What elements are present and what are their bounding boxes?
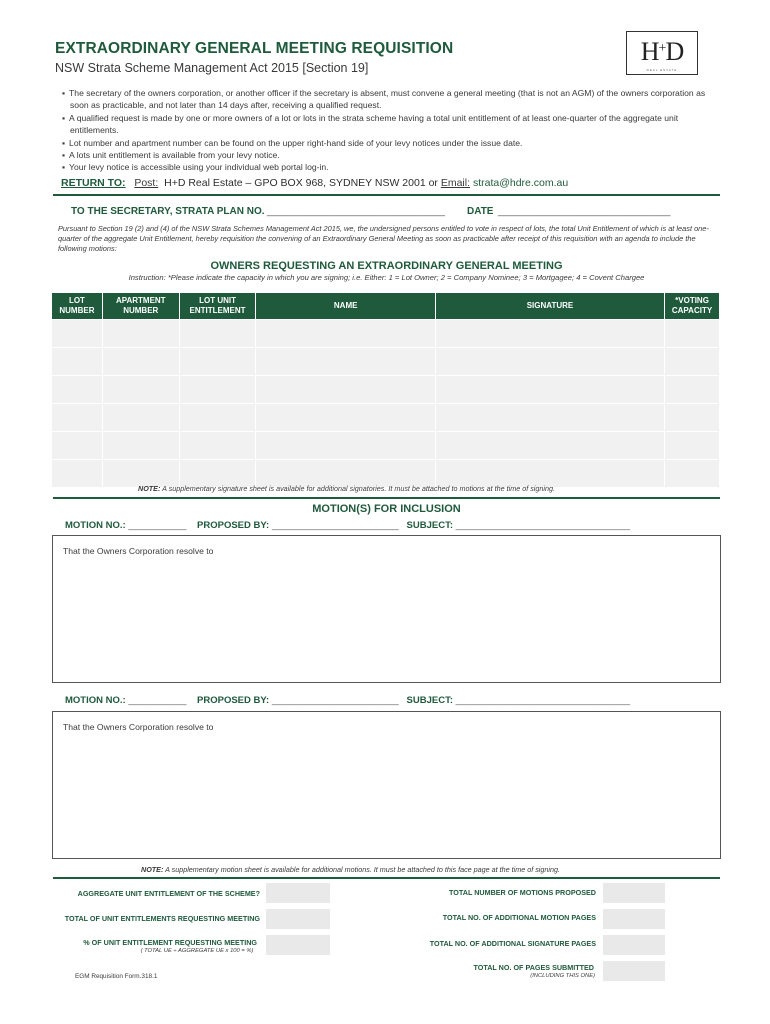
strata-plan-field[interactable]: ________________________________ <box>267 206 445 217</box>
pursuant-paragraph: Pursuant to Section 19 (2) and (4) of the NSW Strata Schemes Management Act 2015, we, the undersigned persons entitled to vote in respect of lots, the total Unit Entitlement of which is at least one-quarter of the aggregate Unit Entitlement, hereby requisition the convening of an Extraordinary General Meeting as soon as practicable after receipt of this requisition with an agenda to include the following motions: <box>58 224 709 253</box>
voting-capacity-cell[interactable] <box>665 320 719 347</box>
date-field[interactable]: _______________________________ <box>498 206 671 217</box>
secretary-label: TO THE SECRETARY, STRATA PLAN NO. <box>71 206 265 217</box>
note-label: NOTE: <box>141 865 164 874</box>
motion-no-label: MOTION NO.: <box>65 695 126 706</box>
company-logo <box>626 31 698 75</box>
lot-number-cell[interactable] <box>52 460 102 487</box>
aggregate-label: AGGREGATE UNIT ENTITLEMENT OF THE SCHEME? <box>77 889 260 898</box>
motion-1-textbox[interactable] <box>52 535 721 683</box>
name-cell[interactable] <box>256 460 434 487</box>
name-cell[interactable] <box>256 404 434 431</box>
pages-submitted-field[interactable] <box>603 961 665 981</box>
note-text: A supplementary signature sheet is available for additional signatories. It must be attached to motions at the time of signing. <box>162 484 555 493</box>
apartment-number-cell[interactable] <box>103 432 179 459</box>
proposed-by-label: PROPOSED BY: <box>197 695 270 706</box>
motion-no-label: MOTION NO.: <box>65 520 126 531</box>
return-to-label: RETURN TO: <box>61 177 126 189</box>
proposed-by-label: PROPOSED BY: <box>197 520 270 531</box>
name-cell[interactable] <box>256 320 434 347</box>
divider <box>53 877 720 879</box>
column-header: APARTMENT NUMBER <box>103 293 179 319</box>
column-header: *VOTING CAPACITY <box>665 293 719 319</box>
column-header: LOT UNIT ENTITLEMENT <box>180 293 256 319</box>
signature-cell[interactable] <box>436 460 664 487</box>
signature-cell[interactable] <box>436 320 664 347</box>
total-requesting-label: TOTAL OF UNIT ENTITLEMENTS REQUESTING MEETING <box>64 914 260 923</box>
resolve-text: That the Owners Corporation resolve to <box>63 722 214 732</box>
list-item: ▪ Lot number and apartment number can be found on the upper right-hand side of your levy notices under the issue date. <box>60 137 720 149</box>
email-link[interactable]: strata@hdre.com.au <box>472 177 569 189</box>
unit-entitlement-cell[interactable] <box>180 432 256 459</box>
owners-heading: OWNERS REQUESTING AN EXTRAORDINARY GENERAL MEETING <box>210 260 563 272</box>
motions-heading: MOTION(S) FOR INCLUSION <box>312 503 461 515</box>
lot-number-cell[interactable] <box>52 404 102 431</box>
signature-cell[interactable] <box>436 432 664 459</box>
owners-table <box>51 292 720 488</box>
divider <box>53 194 720 196</box>
percent-label: % OF UNIT ENTITLEMENT REQUESTING MEETING <box>83 938 257 947</box>
unit-entitlement-cell[interactable] <box>180 460 256 487</box>
form-title: EXTRAORDINARY GENERAL MEETING REQUISITION <box>55 40 454 57</box>
motions-proposed-label: TOTAL NUMBER OF MOTIONS PROPOSED <box>449 888 596 897</box>
form-reference: EGM Requisition Form.318.1 <box>75 973 158 980</box>
column-header: NAME <box>256 293 434 319</box>
list-item: ▪ A lots unit entitlement is available from your levy notice. <box>60 149 720 161</box>
lot-number-cell[interactable] <box>52 376 102 403</box>
subject-label: SUBJECT: <box>406 695 453 706</box>
proposed-by-field[interactable]: ________________________ <box>271 520 399 531</box>
signature-sheet-note <box>138 484 555 493</box>
apartment-number-cell[interactable] <box>103 376 179 403</box>
motion-no-field[interactable]: ___________ <box>128 695 187 706</box>
voting-capacity-cell[interactable] <box>665 460 719 487</box>
unit-entitlement-cell[interactable] <box>180 320 256 347</box>
subject-field[interactable]: _________________________________ <box>455 695 630 706</box>
table-row <box>52 404 719 431</box>
motion-2-header <box>65 695 630 706</box>
lot-number-cell[interactable] <box>52 320 102 347</box>
list-item: ▪ The secretary of the owners corporation, or another officer if the secretary is absent, must convene a general meeting (that is not an AGM) of the owners corporation as soon as practicable, and not later than 14 days after, receiving a qualified request. <box>60 87 720 112</box>
apartment-number-cell[interactable] <box>103 320 179 347</box>
lot-number-cell[interactable] <box>52 348 102 375</box>
return-to-line <box>61 177 568 189</box>
apartment-number-cell[interactable] <box>103 460 179 487</box>
motion-no-field[interactable]: ___________ <box>128 520 187 531</box>
proposed-by-field[interactable]: ________________________ <box>271 695 399 706</box>
lot-number-cell[interactable] <box>52 432 102 459</box>
unit-entitlement-cell[interactable] <box>180 348 256 375</box>
additional-motion-pages-field[interactable] <box>603 909 665 929</box>
voting-capacity-cell[interactable] <box>665 432 719 459</box>
table-row <box>52 320 719 347</box>
motions-proposed-field[interactable] <box>603 883 665 903</box>
subject-label: SUBJECT: <box>406 520 453 531</box>
table-row <box>52 348 719 375</box>
date-label: DATE <box>467 206 494 217</box>
signature-cell[interactable] <box>436 376 664 403</box>
form-subtitle: NSW Strata Scheme Management Act 2015 [Section 19] <box>55 61 369 75</box>
motion-sheet-note <box>141 865 560 874</box>
name-cell[interactable] <box>256 376 434 403</box>
note-text: A supplementary motion sheet is available for additional motions. It must be attached to this face page at the time of signing. <box>165 865 560 874</box>
total-requesting-field[interactable] <box>266 909 330 929</box>
table-row <box>52 432 719 459</box>
unit-entitlement-cell[interactable] <box>180 404 256 431</box>
logo-text: H+D <box>640 37 684 66</box>
additional-signature-pages-label: TOTAL NO. OF ADDITIONAL SIGNATURE PAGES <box>429 939 596 948</box>
table-row <box>52 376 719 403</box>
note-label: NOTE: <box>138 484 161 493</box>
percent-field[interactable] <box>266 935 330 955</box>
unit-entitlement-cell[interactable] <box>180 376 256 403</box>
signature-cell[interactable] <box>436 348 664 375</box>
motion-2-textbox[interactable] <box>52 711 721 859</box>
name-cell[interactable] <box>256 348 434 375</box>
list-item: ▪ A qualified request is made by one or more owners of a lot or lots in the strata scheme having a total unit entitlement of at least one-quarter of the aggregate unit entitlements. <box>60 112 720 137</box>
voting-capacity-cell[interactable] <box>665 404 719 431</box>
pages-submitted-note: (INCLUDING THIS ONE) <box>530 973 595 979</box>
apartment-number-cell[interactable] <box>103 348 179 375</box>
motion-1-header <box>65 520 630 531</box>
percent-formula-note: ( TOTAL UE ÷ AGGREGATE UE x 100 = %) <box>140 948 254 954</box>
instructions-list <box>60 87 720 174</box>
column-header: SIGNATURE <box>436 293 664 319</box>
apartment-number-cell[interactable] <box>103 404 179 431</box>
resolve-text: That the Owners Corporation resolve to <box>63 546 214 556</box>
pages-submitted-label: TOTAL NO. OF PAGES SUBMITTED <box>473 963 594 972</box>
post-address: H+D Real Estate – GPO BOX 968, SYDNEY NSW 2001 or <box>164 177 438 189</box>
list-item: ▪ Your levy notice is accessible using your individual web portal log-in. <box>60 161 720 173</box>
aggregate-field[interactable] <box>266 883 330 903</box>
capacity-instruction: Instruction: *Please indicate the capacity in which you are signing; i.e. Either: 1 = Lot Owner; 2 = Company Nominee; 3 = Mortgagee; 4 = Covent Chargee <box>128 273 645 282</box>
logo-subtext: REAL ESTATE <box>646 68 678 72</box>
signature-cell[interactable] <box>436 404 664 431</box>
voting-capacity-cell[interactable] <box>665 376 719 403</box>
post-label: Post: <box>134 177 159 189</box>
additional-motion-pages-label: TOTAL NO. OF ADDITIONAL MOTION PAGES <box>442 913 596 922</box>
email-label: Email: <box>440 177 471 189</box>
additional-signature-pages-field[interactable] <box>603 935 665 955</box>
table-row <box>52 460 719 487</box>
subject-field[interactable]: _________________________________ <box>455 520 630 531</box>
column-header: LOT NUMBER <box>52 293 102 319</box>
name-cell[interactable] <box>256 432 434 459</box>
divider <box>53 497 720 499</box>
voting-capacity-cell[interactable] <box>665 348 719 375</box>
